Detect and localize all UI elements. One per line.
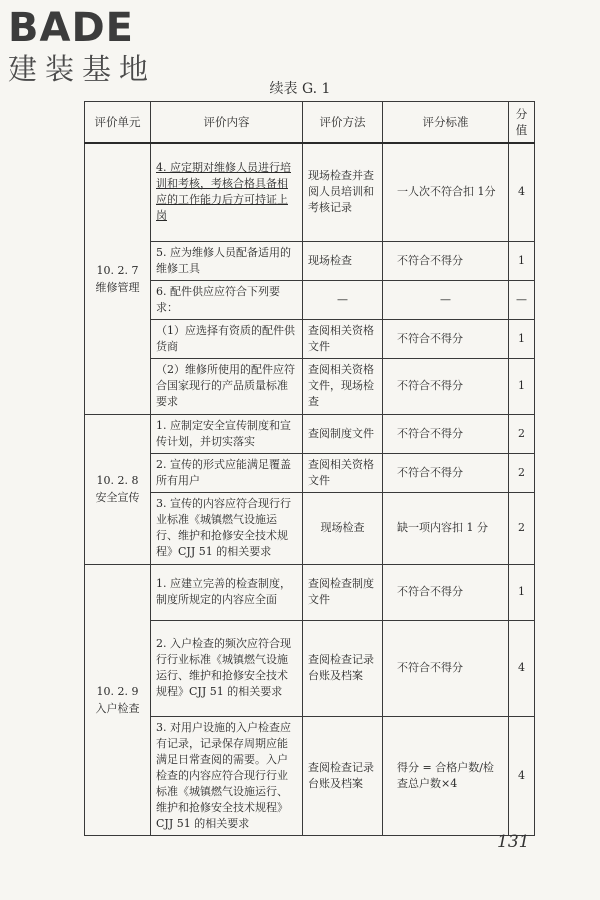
method-cell: 现场检查 bbox=[303, 492, 383, 564]
table-row bbox=[85, 358, 535, 414]
method-cell: 查阅相关资格文件 bbox=[303, 319, 383, 358]
content-cell: 3. 宣传的内容应符合现行行业标准《城镇燃气设施运行、维护和抢修安全技术规程》CJJ 51 的相关要求 bbox=[151, 492, 303, 564]
table-row bbox=[85, 492, 535, 564]
table-header-row bbox=[85, 102, 535, 144]
score-cell: 4 bbox=[509, 716, 535, 835]
evaluation-table bbox=[84, 101, 535, 836]
method-cell: 查阅相关资格文件 bbox=[303, 453, 383, 492]
content-cell: 2. 宣传的形式应能满足覆盖所有用户 bbox=[151, 453, 303, 492]
table-row bbox=[85, 143, 535, 241]
content-cell: 1. 应建立完善的检查制度，制度所规定的内容应全面 bbox=[151, 564, 303, 620]
header-method: 评价方法 bbox=[303, 102, 383, 144]
method-cell: 查阅检查记录台账及档案 bbox=[303, 716, 383, 835]
content-cell: 5. 应为维修人员配备适用的维修工具 bbox=[151, 241, 303, 280]
criterion-cell: 得分 = 合格户数/检查总户数×4 bbox=[383, 716, 509, 835]
score-cell: 4 bbox=[509, 143, 535, 241]
unit-name: 安全宣传 bbox=[95, 491, 140, 504]
criterion-cell: 不符合不得分 bbox=[383, 241, 509, 280]
table-row bbox=[85, 319, 535, 358]
method-cell: 查阅检查制度文件 bbox=[303, 564, 383, 620]
unit-cell bbox=[85, 564, 151, 835]
table-row bbox=[85, 280, 535, 319]
score-cell: 4 bbox=[509, 620, 535, 716]
criterion-cell: 不符合不得分 bbox=[383, 358, 509, 414]
content-cell: 4. 应定期对维修人员进行培训和考核，考核合格具备相应的工作能力后方可持证上岗 bbox=[151, 143, 303, 241]
table-row bbox=[85, 716, 535, 835]
score-cell: 2 bbox=[509, 492, 535, 564]
logo-wordmark: BADE bbox=[8, 5, 134, 51]
logo bbox=[8, 6, 183, 86]
criterion-cell: 不符合不得分 bbox=[383, 453, 509, 492]
method-cell: 查阅制度文件 bbox=[303, 414, 383, 453]
content-cell: 3. 对用户设施的入户检查应有记录，记录保存周期应能满足日常查阅的需要。入户检查的内容应符合现行行业标准《城镇燃气设施运行、维护和抢修安全技术规程》CJJ 51 的相关要求 bbox=[151, 716, 303, 835]
score-cell: 2 bbox=[509, 414, 535, 453]
criterion-cell: 不符合不得分 bbox=[383, 620, 509, 716]
table-row bbox=[85, 414, 535, 453]
content-cell: （2）维修所使用的配件应符合国家现行的产品质量标准要求 bbox=[151, 358, 303, 414]
content-cell: （1）应选择有资质的配件供货商 bbox=[151, 319, 303, 358]
table-row bbox=[85, 241, 535, 280]
criterion-cell: — bbox=[383, 280, 509, 319]
table-row bbox=[85, 620, 535, 716]
content-cell: 2. 入户检查的频次应符合现行行业标准《城镇燃气设施运行、维护和抢修安全技术规程》CJJ 51 的相关要求 bbox=[151, 620, 303, 716]
table-row bbox=[85, 453, 535, 492]
score-cell: 1 bbox=[509, 319, 535, 358]
criterion-cell: 缺一项内容扣 1 分 bbox=[383, 492, 509, 564]
score-cell: 1 bbox=[509, 358, 535, 414]
header-unit: 评价单元 bbox=[85, 102, 151, 144]
score-cell: 1 bbox=[509, 241, 535, 280]
criterion-cell: 一人次不符合扣 1分 bbox=[383, 143, 509, 241]
unit-number: 10. 2. 9 bbox=[96, 684, 139, 698]
method-cell: 现场检查 bbox=[303, 241, 383, 280]
criterion-cell: 不符合不得分 bbox=[383, 414, 509, 453]
table-caption: 续表 G. 1 bbox=[269, 81, 331, 97]
content-cell: 6. 配件供应应符合下列要求： bbox=[151, 280, 303, 319]
unit-name: 维修管理 bbox=[95, 280, 140, 294]
score-cell: 1 bbox=[509, 564, 535, 620]
logo-subtitle: 建装基地 bbox=[8, 52, 157, 86]
unit-number: 10. 2. 8 bbox=[96, 474, 139, 487]
method-cell: 现场检查并查阅人员培训和考核记录 bbox=[303, 143, 383, 241]
unit-number: 10. 2. 7 bbox=[96, 263, 139, 277]
criterion-cell: 不符合不得分 bbox=[383, 564, 509, 620]
method-cell: — bbox=[303, 280, 383, 319]
unit-cell bbox=[85, 414, 151, 564]
criterion-cell: 不符合不得分 bbox=[383, 319, 509, 358]
table-row bbox=[85, 564, 535, 620]
method-cell: 查阅检查记录台账及档案 bbox=[303, 620, 383, 716]
header-score: 分值 bbox=[509, 102, 535, 144]
content-cell: 1. 应制定安全宣传制度和宣传计划，并切实落实 bbox=[151, 414, 303, 453]
header-criterion: 评分标准 bbox=[383, 102, 509, 144]
page-number: 131 bbox=[497, 832, 530, 852]
unit-name: 入户检查 bbox=[95, 701, 140, 715]
header-content: 评价内容 bbox=[151, 102, 303, 144]
unit-cell bbox=[85, 143, 151, 414]
method-cell: 查阅相关资格文件，现场检查 bbox=[303, 358, 383, 414]
score-cell: — bbox=[509, 280, 535, 319]
score-cell: 2 bbox=[509, 453, 535, 492]
